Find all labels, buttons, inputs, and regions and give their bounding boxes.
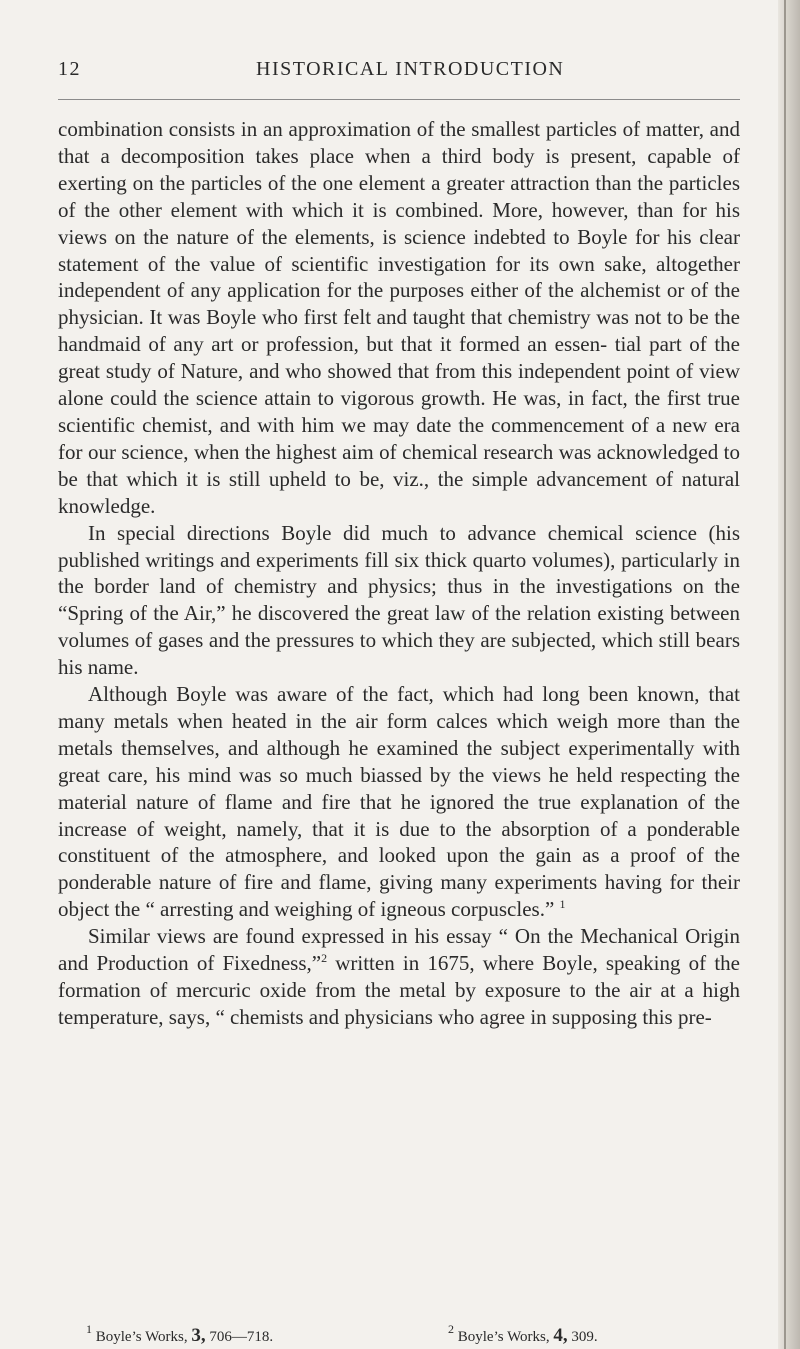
footnote-2-text: Boyle’s Works, xyxy=(457,1329,550,1345)
body-text xyxy=(58,116,740,1031)
paragraph-2: In special directions Boyle did much to advance chemical science (his published writings and experiments fill six thick quarto volumes), particularly in the border land of chemistry and physics; thus in the investigations on the “Spring of the Air,” he discovered the great law of the relation existing between volumes of gases and the pressures to which they are subjected, which still bears his name. xyxy=(58,520,740,680)
paragraph-1: combination consists in an approximation of the smallest particles of matter, and that a decomposition takes place when a third body is present, capable of exerting on the particles of the one element a greater attraction than the particles of the other element with which it is combined. More, however, than for his views on the nature of the elements, is science indebted to Boyle for his clear statement of the value of scientific investigation for its own sake, altogether independent of any application for the purposes either of the alchemist or of the physician. It was Boyle who first felt and taught that chemistry was not to be the handmaid of any art or profession, but that it formed an essen- tial part of the great study of Nature, and who showed that from this independent point of view alone could the science attain to vigorous growth. He was, in fact, the first true scientific chemist, and with him we may date the commencement of a new era for our science, when the highest aim of chemical research was acknowledged to be that which it is still upheld to be, viz., the simple advancement of natural knowledge. xyxy=(58,117,740,518)
footnote-1-text: Boyle’s Works, xyxy=(95,1329,188,1345)
footnote-1 xyxy=(86,1322,274,1346)
footnote-2-pages: 309. xyxy=(571,1329,598,1345)
paragraph-4-text-b: written in 1675, where Boyle, speaking of the formation of mercuric oxide from the metal by exposure to the air at a high temperature, says, “ chemists and physicians who agree in supposing this pre- xyxy=(58,951,741,1029)
header-rule xyxy=(58,99,740,100)
page-number: 12 xyxy=(58,58,81,80)
footnote-1-pages: 706—718. xyxy=(209,1329,274,1345)
paragraph-4 xyxy=(58,923,740,1031)
paragraph-4-text-a: Similar views are found expressed in his essay “ On the Mechanical Origin and Production of Fixedness,” xyxy=(58,924,740,976)
footnote-1-marker: 1 xyxy=(86,1322,92,1336)
footnote-2 xyxy=(448,1322,598,1346)
paragraph-3-text: Although Boyle was aware of the fact, which had long been known, that many metals when heated in the air form calces which weigh more than the metals themselves, and although he examined the subject experimentally with great care, his mind was so much biassed by the views he held respecting the material nature of flame and fire that he ignored the true explanation of the increase of weight, namely, that it is due to the absorption of a ponderable constituent of the atmosphere, and looked upon the gain as a proof of the ponderable nature of fire and flame, giving many experiments having for their object the “ arresting and weighing of igneous corpuscles.” xyxy=(58,682,740,922)
footnote-ref-1: 1 xyxy=(559,897,566,912)
page-edge-shadow xyxy=(778,0,800,1349)
page-header xyxy=(58,58,738,88)
footnote-1-volume: 3, xyxy=(191,1325,206,1346)
footnote-2-volume: 4, xyxy=(553,1325,568,1346)
footnote-2-marker: 2 xyxy=(448,1322,454,1336)
paragraph-3 xyxy=(58,681,740,923)
footnote-ref-2: 2 xyxy=(321,951,328,966)
running-head: HISTORICAL INTRODUCTION xyxy=(256,58,565,80)
